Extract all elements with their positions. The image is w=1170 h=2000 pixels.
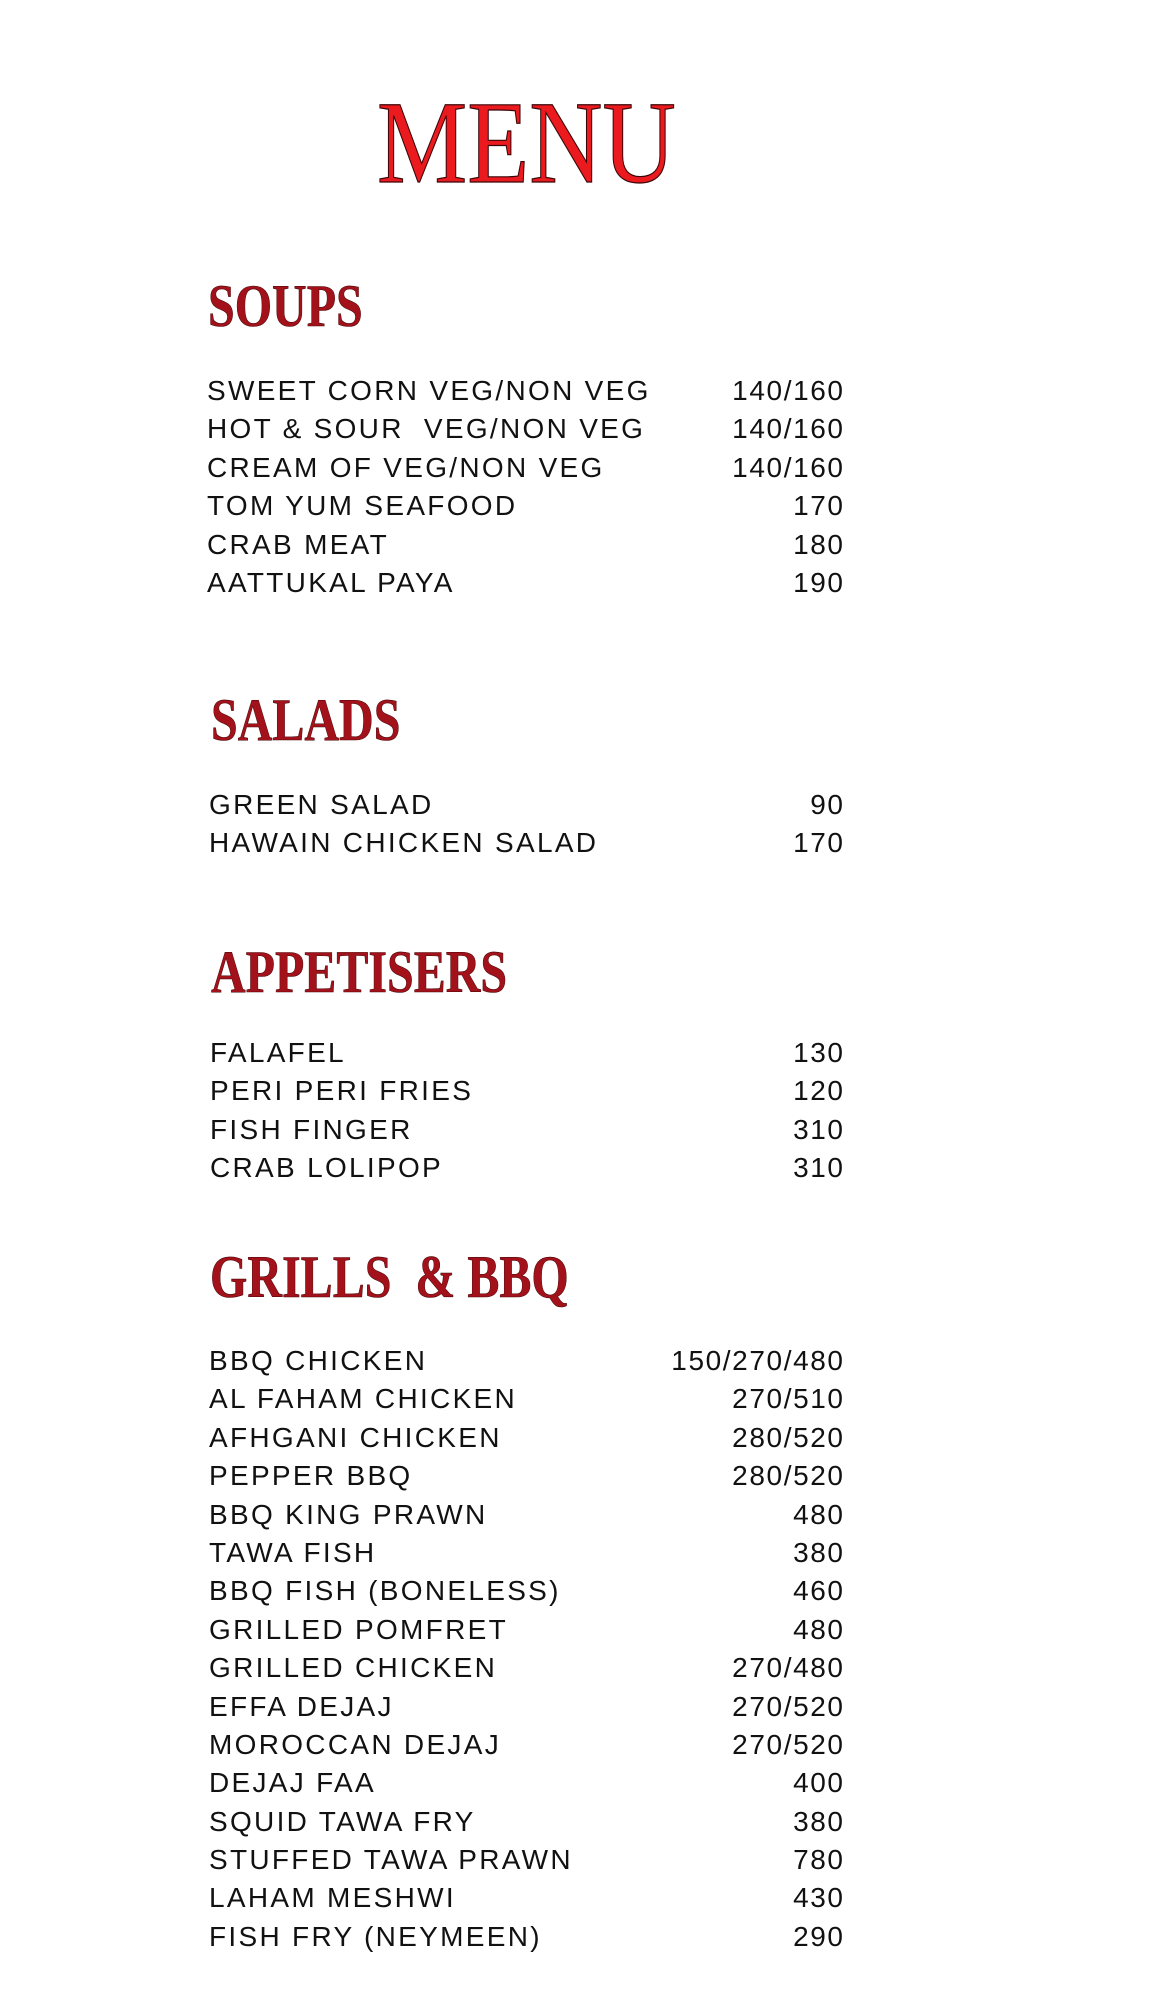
item-name: PERI PERI FRIES <box>210 1075 474 1107</box>
item-name: MOROCCAN DEJAJ <box>209 1728 501 1760</box>
item-price: 90 <box>810 789 845 820</box>
menu-item <box>207 410 843 448</box>
item-name: FISH FINGER <box>210 1113 413 1145</box>
item-price: 190 <box>793 566 845 598</box>
item-price: 480 <box>793 1613 845 1645</box>
item-price: 480 <box>793 1498 845 1530</box>
menu-item <box>210 1111 843 1149</box>
item-price: 120 <box>793 1075 845 1107</box>
salads-list <box>209 786 843 863</box>
menu-item <box>209 1611 843 1649</box>
item-price: 310 <box>793 1113 845 1145</box>
item-price: 310 <box>793 1152 845 1184</box>
item-price: 170 <box>793 827 845 859</box>
item-price: 430 <box>793 1882 845 1914</box>
menu-item <box>207 526 843 564</box>
item-name: HAWAIN CHICKEN SALAD <box>209 827 599 859</box>
section-heading-salads: SALADS <box>211 687 401 753</box>
item-name: CRAB MEAT <box>207 528 389 560</box>
item-name: HOT & SOUR VEG/NON VEG <box>207 413 646 445</box>
grills-bbq-list <box>209 1342 843 1956</box>
item-price: 400 <box>793 1767 845 1799</box>
item-price: 780 <box>793 1844 845 1876</box>
menu-item <box>209 1457 843 1495</box>
item-name: CREAM OF VEG/NON VEG <box>207 451 605 483</box>
menu-item <box>209 1918 843 1956</box>
item-name: AFHGANI CHICKEN <box>209 1421 502 1453</box>
item-price: 280/520 <box>732 1460 845 1492</box>
menu-item <box>210 1034 843 1072</box>
item-name: BBQ KING PRAWN <box>209 1498 488 1530</box>
menu-item <box>209 824 843 862</box>
item-name: DEJAJ FAA <box>209 1767 376 1799</box>
menu-item <box>209 1342 843 1380</box>
item-name: BBQ CHICKEN <box>209 1345 428 1376</box>
section-heading-appetisers: APPETISERS <box>211 939 508 1005</box>
soups-list <box>207 372 843 602</box>
menu-item <box>209 1534 843 1572</box>
item-price: 290 <box>793 1920 845 1952</box>
item-price: 140/160 <box>732 375 845 406</box>
item-price: 140/160 <box>732 413 845 445</box>
menu-item <box>209 1841 843 1879</box>
section-heading-grills-bbq: GRILLS & BBQ <box>210 1244 569 1310</box>
item-price: 460 <box>793 1575 845 1607</box>
item-price: 170 <box>793 490 845 522</box>
item-price: 130 <box>793 1037 845 1068</box>
item-price: 270/520 <box>732 1690 845 1722</box>
item-price: 380 <box>793 1536 845 1568</box>
menu-item <box>209 1688 843 1726</box>
menu-item <box>209 1803 843 1841</box>
menu-item <box>209 1879 843 1917</box>
item-name: LAHAM MESHWI <box>209 1882 456 1914</box>
menu-item <box>209 1496 843 1534</box>
item-name: AATTUKAL PAYA <box>207 566 455 598</box>
item-name: CRAB LOLIPOP <box>210 1152 444 1184</box>
item-name: SQUID TAWA FRY <box>209 1805 476 1837</box>
menu-item <box>207 487 843 525</box>
item-name: EFFA DEJAJ <box>209 1690 394 1722</box>
item-price: 280/520 <box>732 1421 845 1453</box>
menu-item <box>209 786 843 824</box>
menu-item <box>207 564 843 602</box>
item-name: TOM YUM SEAFOOD <box>207 490 518 522</box>
item-name: GREEN SALAD <box>209 789 434 820</box>
item-name: GRILLED CHICKEN <box>209 1652 498 1684</box>
menu-item <box>207 372 843 410</box>
item-name: SWEET CORN VEG/NON VEG <box>207 375 651 406</box>
menu-item <box>210 1149 843 1187</box>
item-price: 140/160 <box>732 451 845 483</box>
menu-title: MENU <box>377 77 676 208</box>
menu-item <box>209 1572 843 1610</box>
menu-item <box>209 1649 843 1687</box>
item-name: BBQ FISH (BONELESS) <box>209 1575 561 1607</box>
menu-item <box>207 449 843 487</box>
menu-item <box>210 1072 843 1110</box>
item-name: STUFFED TAWA PRAWN <box>209 1844 573 1876</box>
menu-item <box>209 1726 843 1764</box>
menu-item <box>209 1764 843 1802</box>
item-name: PEPPER BBQ <box>209 1460 413 1492</box>
item-name: GRILLED POMFRET <box>209 1613 508 1645</box>
menu-item <box>209 1419 843 1457</box>
item-name: TAWA FISH <box>209 1536 377 1568</box>
item-name: FISH FRY (NEYMEEN) <box>209 1920 542 1952</box>
menu-item <box>209 1380 843 1418</box>
item-price: 180 <box>793 528 845 560</box>
item-name: FALAFEL <box>210 1037 346 1068</box>
item-price: 150/270/480 <box>671 1345 845 1376</box>
item-price: 270/520 <box>732 1728 845 1760</box>
section-heading-soups: SOUPS <box>208 273 363 339</box>
appetisers-list <box>210 1034 843 1188</box>
item-name: AL FAHAM CHICKEN <box>209 1383 518 1415</box>
item-price: 270/480 <box>732 1652 845 1684</box>
item-price: 380 <box>793 1805 845 1837</box>
item-price: 270/510 <box>732 1383 845 1415</box>
